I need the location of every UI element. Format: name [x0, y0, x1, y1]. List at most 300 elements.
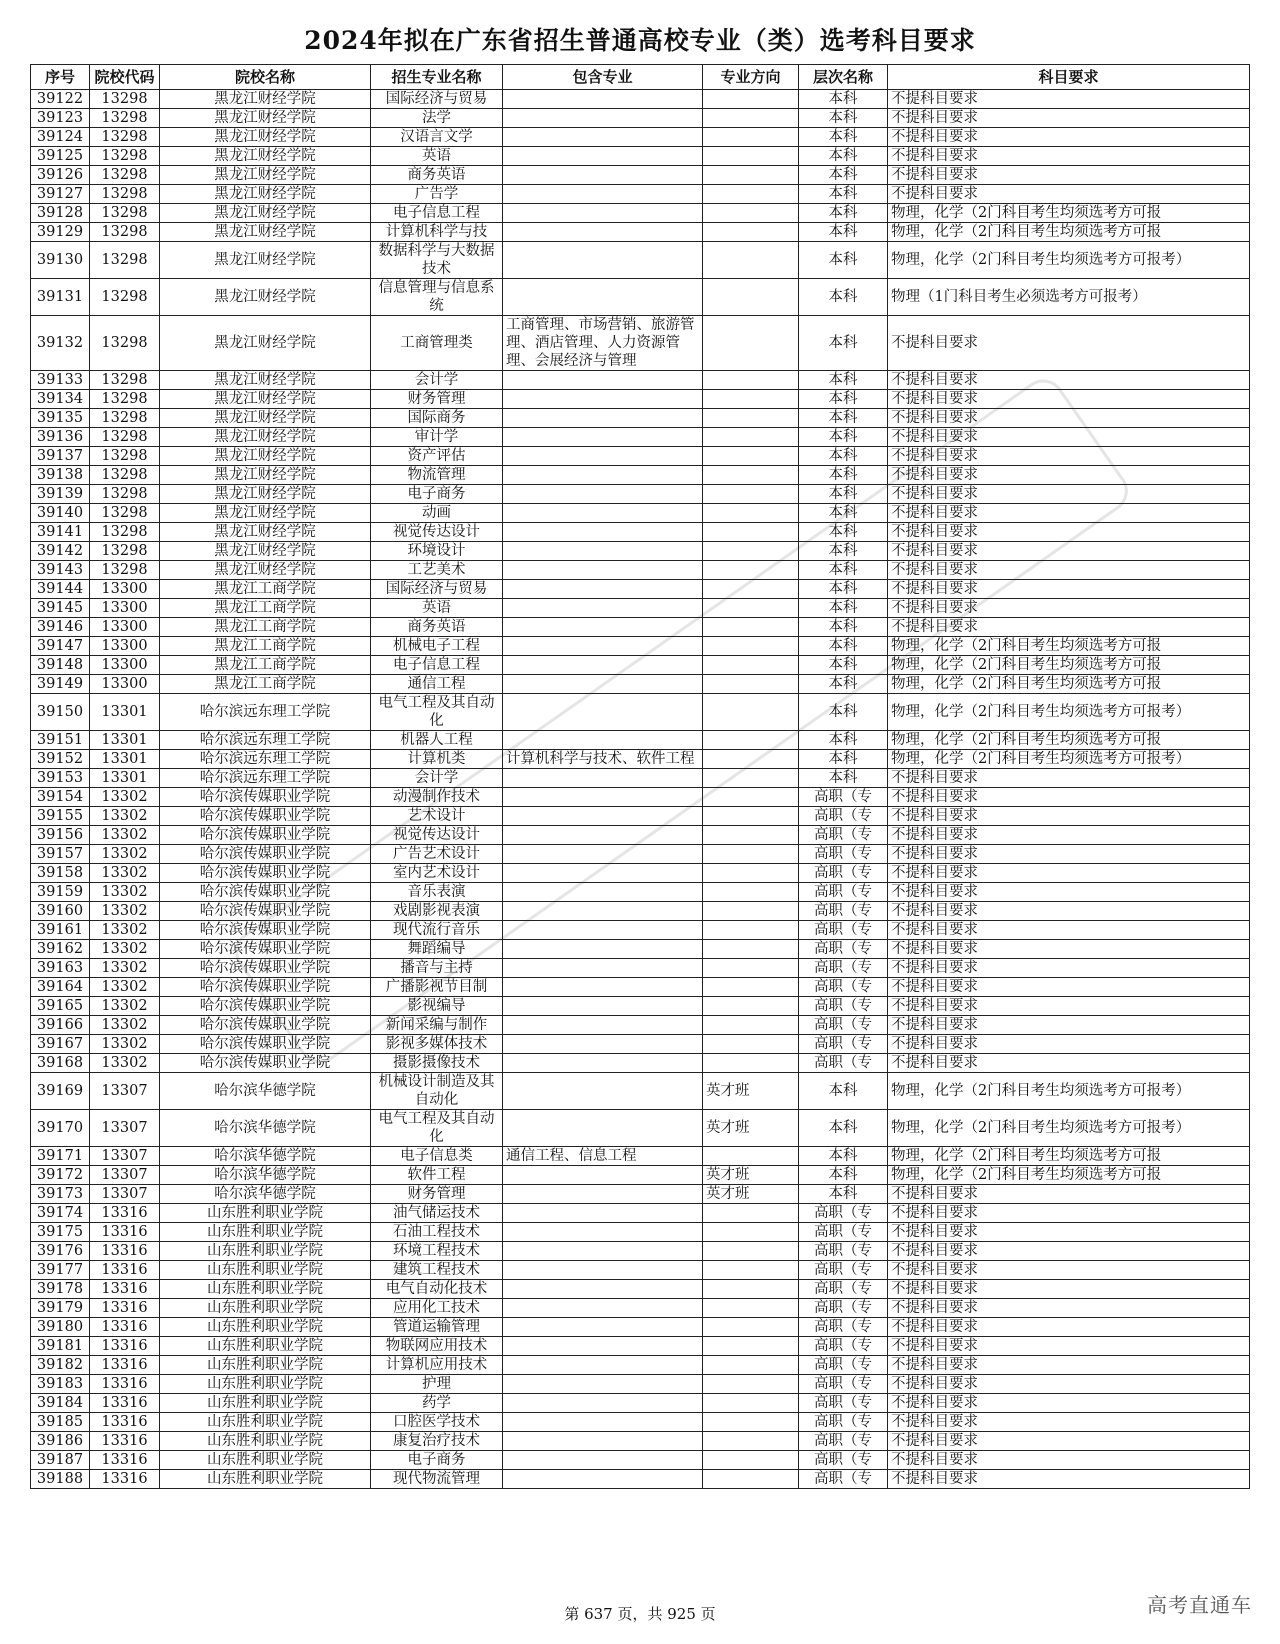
table-row [31, 1110, 1250, 1147]
cell-school-code: 13302 [90, 788, 160, 807]
cell-major-direction [703, 147, 799, 166]
cell-index: 39163 [31, 959, 90, 978]
cell-major-direction [703, 1223, 799, 1242]
cell-school-code: 13298 [90, 279, 160, 316]
table-row [31, 1356, 1250, 1375]
cell-index: 39155 [31, 807, 90, 826]
table-row [31, 428, 1250, 447]
cell-included-majors [503, 466, 703, 485]
cell-included-majors [503, 1280, 703, 1299]
cell-index: 39156 [31, 826, 90, 845]
cell-subject-requirement: 不提科目要求 [888, 580, 1250, 599]
cell-included-majors [503, 978, 703, 997]
cell-major-direction [703, 656, 799, 675]
cell-subject-requirement: 不提科目要求 [888, 128, 1250, 147]
cell-school-code: 13307 [90, 1073, 160, 1110]
cell-major-name: 管道运输管理 [371, 1318, 503, 1337]
table-row [31, 807, 1250, 826]
cell-level: 高职（专 [799, 788, 888, 807]
cell-major-name: 电子信息工程 [371, 204, 503, 223]
cell-subject-requirement: 物理，化学（2门科目考生均须选考方可报考） [888, 242, 1250, 279]
cell-included-majors [503, 599, 703, 618]
table-row [31, 1394, 1250, 1413]
cell-school-code: 13316 [90, 1432, 160, 1451]
cell-major-name: 计算机应用技术 [371, 1356, 503, 1375]
cell-school-code: 13300 [90, 637, 160, 656]
cell-school-name: 黑龙江财经学院 [160, 128, 371, 147]
table-row [31, 316, 1250, 371]
cell-level: 本科 [799, 185, 888, 204]
cell-major-name: 康复治疗技术 [371, 1432, 503, 1451]
cell-school-code: 13307 [90, 1166, 160, 1185]
cell-major-name: 影视多媒体技术 [371, 1035, 503, 1054]
cell-level: 高职（专 [799, 864, 888, 883]
cell-included-majors [503, 675, 703, 694]
cell-level: 高职（专 [799, 1432, 888, 1451]
cell-included-majors [503, 1413, 703, 1432]
cell-level: 本科 [799, 1166, 888, 1185]
cell-included-majors [503, 637, 703, 656]
cell-level: 高职（专 [799, 978, 888, 997]
cell-index: 39176 [31, 1242, 90, 1261]
header-index: 序号 [31, 65, 90, 90]
cell-index: 39185 [31, 1413, 90, 1432]
cell-level: 本科 [799, 561, 888, 580]
cell-subject-requirement: 不提科目要求 [888, 1394, 1250, 1413]
table-row [31, 750, 1250, 769]
cell-school-code: 13301 [90, 694, 160, 731]
cell-index: 39181 [31, 1337, 90, 1356]
cell-included-majors [503, 1110, 703, 1147]
table-row [31, 826, 1250, 845]
cell-index: 39187 [31, 1451, 90, 1470]
cell-major-direction [703, 675, 799, 694]
cell-index: 39137 [31, 447, 90, 466]
cell-included-majors [503, 940, 703, 959]
cell-level: 本科 [799, 656, 888, 675]
cell-school-code: 13302 [90, 883, 160, 902]
cell-index: 39184 [31, 1394, 90, 1413]
cell-major-name: 室内艺术设计 [371, 864, 503, 883]
cell-included-majors [503, 409, 703, 428]
cell-level: 高职（专 [799, 1375, 888, 1394]
cell-included-majors [503, 1166, 703, 1185]
cell-subject-requirement: 物理，化学（2门科目考生均须选考方可报 [888, 1147, 1250, 1166]
cell-level: 高职（专 [799, 845, 888, 864]
header-subject-requirement: 科目要求 [888, 65, 1250, 90]
cell-index: 39143 [31, 561, 90, 580]
cell-index: 39178 [31, 1280, 90, 1299]
cell-school-name: 哈尔滨华德学院 [160, 1147, 371, 1166]
cell-school-code: 13302 [90, 826, 160, 845]
cell-major-direction: 英才班 [703, 1110, 799, 1147]
table-row [31, 997, 1250, 1016]
cell-index: 39138 [31, 466, 90, 485]
cell-included-majors [503, 580, 703, 599]
cell-major-direction [703, 750, 799, 769]
cell-school-code: 13298 [90, 428, 160, 447]
cell-major-name: 物联网应用技术 [371, 1337, 503, 1356]
cell-major-direction [703, 371, 799, 390]
cell-major-direction [703, 845, 799, 864]
cell-school-name: 山东胜利职业学院 [160, 1299, 371, 1318]
table-row [31, 409, 1250, 428]
cell-school-name: 哈尔滨远东理工学院 [160, 769, 371, 788]
table-row [31, 1280, 1250, 1299]
cell-major-direction [703, 618, 799, 637]
table-row [31, 371, 1250, 390]
cell-subject-requirement: 不提科目要求 [888, 371, 1250, 390]
cell-included-majors [503, 864, 703, 883]
cell-index: 39169 [31, 1073, 90, 1110]
cell-index: 39136 [31, 428, 90, 447]
cell-school-name: 黑龙江财经学院 [160, 523, 371, 542]
cell-major-name: 机械设计制造及其自动化 [371, 1073, 503, 1110]
cell-subject-requirement: 不提科目要求 [888, 1432, 1250, 1451]
cell-subject-requirement: 不提科目要求 [888, 978, 1250, 997]
cell-subject-requirement: 不提科目要求 [888, 447, 1250, 466]
cell-index: 39157 [31, 845, 90, 864]
table-row [31, 1451, 1250, 1470]
cell-included-majors [503, 371, 703, 390]
cell-school-name: 黑龙江财经学院 [160, 316, 371, 371]
cell-subject-requirement: 物理，化学（2门科目考生均须选考方可报考） [888, 694, 1250, 731]
cell-school-name: 黑龙江工商学院 [160, 618, 371, 637]
cell-subject-requirement: 不提科目要求 [888, 466, 1250, 485]
cell-major-direction [703, 1054, 799, 1073]
table-row [31, 279, 1250, 316]
table-row [31, 599, 1250, 618]
cell-subject-requirement: 不提科目要求 [888, 845, 1250, 864]
cell-major-direction [703, 109, 799, 128]
cell-school-name: 黑龙江财经学院 [160, 90, 371, 109]
table-row [31, 978, 1250, 997]
cell-major-name: 现代流行音乐 [371, 921, 503, 940]
table-row [31, 204, 1250, 223]
cell-index: 39145 [31, 599, 90, 618]
cell-school-name: 黑龙江财经学院 [160, 223, 371, 242]
table-row [31, 1299, 1250, 1318]
table-row [31, 788, 1250, 807]
table-row [31, 447, 1250, 466]
table-row [31, 90, 1250, 109]
cell-included-majors [503, 542, 703, 561]
cell-included-majors [503, 1299, 703, 1318]
cell-school-name: 哈尔滨传媒职业学院 [160, 997, 371, 1016]
cell-school-name: 哈尔滨华德学院 [160, 1110, 371, 1147]
cell-index: 39182 [31, 1356, 90, 1375]
cell-included-majors [503, 428, 703, 447]
cell-school-name: 黑龙江财经学院 [160, 390, 371, 409]
cell-major-direction [703, 1337, 799, 1356]
cell-school-name: 黑龙江财经学院 [160, 447, 371, 466]
cell-major-direction [703, 409, 799, 428]
cell-major-name: 视觉传达设计 [371, 826, 503, 845]
cell-included-majors [503, 769, 703, 788]
cell-major-name: 国际经济与贸易 [371, 90, 503, 109]
cell-index: 39125 [31, 147, 90, 166]
table-row [31, 542, 1250, 561]
cell-level: 本科 [799, 1073, 888, 1110]
cell-school-code: 13300 [90, 580, 160, 599]
cell-school-code: 13301 [90, 769, 160, 788]
table-row [31, 523, 1250, 542]
cell-school-code: 13316 [90, 1261, 160, 1280]
table-row [31, 864, 1250, 883]
cell-major-name: 数据科学与大数据技术 [371, 242, 503, 279]
cell-index: 39153 [31, 769, 90, 788]
cell-school-name: 山东胜利职业学院 [160, 1280, 371, 1299]
cell-index: 39170 [31, 1110, 90, 1147]
cell-level: 本科 [799, 90, 888, 109]
cell-subject-requirement: 不提科目要求 [888, 788, 1250, 807]
table-row [31, 128, 1250, 147]
cell-included-majors [503, 128, 703, 147]
cell-major-direction [703, 1356, 799, 1375]
cell-school-name: 哈尔滨传媒职业学院 [160, 940, 371, 959]
table-row [31, 1073, 1250, 1110]
cell-major-direction: 英才班 [703, 1166, 799, 1185]
cell-school-name: 黑龙江财经学院 [160, 242, 371, 279]
cell-school-name: 黑龙江财经学院 [160, 466, 371, 485]
cell-included-majors [503, 1337, 703, 1356]
cell-major-direction [703, 1375, 799, 1394]
cell-school-name: 哈尔滨传媒职业学院 [160, 978, 371, 997]
cell-subject-requirement: 物理，化学（2门科目考生均须选考方可报 [888, 731, 1250, 750]
cell-school-name: 黑龙江财经学院 [160, 185, 371, 204]
cell-subject-requirement: 不提科目要求 [888, 1242, 1250, 1261]
table-row [31, 485, 1250, 504]
cell-level: 本科 [799, 1185, 888, 1204]
header-school-name: 院校名称 [160, 65, 371, 90]
cell-subject-requirement: 不提科目要求 [888, 618, 1250, 637]
cell-included-majors [503, 523, 703, 542]
cell-major-name: 电气自动化技术 [371, 1280, 503, 1299]
cell-subject-requirement: 不提科目要求 [888, 1413, 1250, 1432]
cell-school-name: 山东胜利职业学院 [160, 1394, 371, 1413]
cell-school-name: 黑龙江财经学院 [160, 371, 371, 390]
cell-level: 高职（专 [799, 1356, 888, 1375]
cell-subject-requirement: 不提科目要求 [888, 316, 1250, 371]
cell-major-direction [703, 1147, 799, 1166]
cell-included-majors [503, 826, 703, 845]
table-row [31, 1016, 1250, 1035]
cell-school-name: 哈尔滨传媒职业学院 [160, 921, 371, 940]
cell-school-code: 13307 [90, 1110, 160, 1147]
cell-included-majors: 计算机科学与技术、软件工程 [503, 750, 703, 769]
cell-index: 39131 [31, 279, 90, 316]
cell-level: 本科 [799, 242, 888, 279]
cell-major-direction [703, 447, 799, 466]
cell-included-majors [503, 656, 703, 675]
cell-subject-requirement: 不提科目要求 [888, 1223, 1250, 1242]
cell-major-direction [703, 1016, 799, 1035]
cell-school-code: 13302 [90, 959, 160, 978]
table-row [31, 147, 1250, 166]
cell-major-name: 计算机科学与技 [371, 223, 503, 242]
table-row [31, 902, 1250, 921]
cell-school-name: 哈尔滨传媒职业学院 [160, 788, 371, 807]
cell-school-name: 哈尔滨传媒职业学院 [160, 902, 371, 921]
cell-index: 39134 [31, 390, 90, 409]
cell-major-direction [703, 166, 799, 185]
cell-level: 本科 [799, 316, 888, 371]
cell-major-direction [703, 466, 799, 485]
cell-school-code: 13302 [90, 978, 160, 997]
cell-major-name: 音乐表演 [371, 883, 503, 902]
cell-included-majors [503, 1035, 703, 1054]
cell-included-majors [503, 166, 703, 185]
cell-major-direction: 英才班 [703, 1073, 799, 1110]
cell-major-name: 现代物流管理 [371, 1470, 503, 1489]
cell-level: 本科 [799, 128, 888, 147]
cell-subject-requirement: 不提科目要求 [888, 428, 1250, 447]
cell-included-majors [503, 223, 703, 242]
cell-level: 高职（专 [799, 940, 888, 959]
cell-major-name: 动漫制作技术 [371, 788, 503, 807]
cell-school-name: 山东胜利职业学院 [160, 1261, 371, 1280]
cell-index: 39147 [31, 637, 90, 656]
cell-included-majors [503, 1261, 703, 1280]
cell-school-code: 13298 [90, 466, 160, 485]
cell-index: 39151 [31, 731, 90, 750]
cell-school-name: 黑龙江工商学院 [160, 675, 371, 694]
cell-school-name: 山东胜利职业学院 [160, 1432, 371, 1451]
cell-level: 本科 [799, 409, 888, 428]
cell-major-name: 广告艺术设计 [371, 845, 503, 864]
cell-school-name: 黑龙江财经学院 [160, 428, 371, 447]
cell-level: 高职（专 [799, 902, 888, 921]
table-row [31, 1242, 1250, 1261]
cell-included-majors [503, 1470, 703, 1489]
cell-school-code: 13298 [90, 242, 160, 279]
cell-index: 39149 [31, 675, 90, 694]
table-row [31, 656, 1250, 675]
cell-index: 39150 [31, 694, 90, 731]
cell-level: 高职（专 [799, 1204, 888, 1223]
table-row [31, 1035, 1250, 1054]
cell-level: 高职（专 [799, 1413, 888, 1432]
table-row [31, 1054, 1250, 1073]
cell-level: 本科 [799, 279, 888, 316]
cell-major-direction [703, 1470, 799, 1489]
cell-subject-requirement: 不提科目要求 [888, 1054, 1250, 1073]
cell-level: 本科 [799, 447, 888, 466]
cell-major-direction [703, 279, 799, 316]
cell-included-majors [503, 959, 703, 978]
cell-subject-requirement: 不提科目要求 [888, 1375, 1250, 1394]
cell-school-code: 13298 [90, 128, 160, 147]
cell-major-name: 汉语言文学 [371, 128, 503, 147]
cell-major-name: 电气工程及其自动化 [371, 1110, 503, 1147]
cell-major-name: 计算机类 [371, 750, 503, 769]
cell-major-name: 播音与主持 [371, 959, 503, 978]
cell-index: 39188 [31, 1470, 90, 1489]
cell-major-name: 环境设计 [371, 542, 503, 561]
cell-school-code: 13302 [90, 1016, 160, 1035]
cell-major-name: 财务管理 [371, 390, 503, 409]
cell-level: 本科 [799, 428, 888, 447]
cell-subject-requirement: 不提科目要求 [888, 1280, 1250, 1299]
cell-level: 高职（专 [799, 921, 888, 940]
cell-index: 39180 [31, 1318, 90, 1337]
cell-level: 高职（专 [799, 1451, 888, 1470]
cell-included-majors [503, 204, 703, 223]
table-row [31, 1261, 1250, 1280]
cell-included-majors: 工商管理、市场营销、旅游管理、酒店管理、人力资源管理、会展经济与管理 [503, 316, 703, 371]
table-row [31, 731, 1250, 750]
cell-index: 39167 [31, 1035, 90, 1054]
table-row [31, 637, 1250, 656]
brand-mark: 高考直通车 [1147, 1593, 1252, 1617]
cell-major-name: 电子商务 [371, 1451, 503, 1470]
cell-school-code: 13301 [90, 750, 160, 769]
cell-school-code: 13302 [90, 845, 160, 864]
cell-subject-requirement: 不提科目要求 [888, 1337, 1250, 1356]
cell-school-code: 13316 [90, 1356, 160, 1375]
cell-major-name: 机器人工程 [371, 731, 503, 750]
cell-index: 39154 [31, 788, 90, 807]
cell-school-code: 13302 [90, 940, 160, 959]
cell-major-direction [703, 959, 799, 978]
cell-subject-requirement: 不提科目要求 [888, 409, 1250, 428]
cell-index: 39146 [31, 618, 90, 637]
cell-school-code: 13316 [90, 1413, 160, 1432]
cell-subject-requirement: 不提科目要求 [888, 769, 1250, 788]
cell-school-name: 哈尔滨华德学院 [160, 1185, 371, 1204]
cell-school-code: 13302 [90, 807, 160, 826]
cell-school-name: 黑龙江财经学院 [160, 542, 371, 561]
cell-major-name: 物流管理 [371, 466, 503, 485]
cell-major-name: 新闻采编与制作 [371, 1016, 503, 1035]
requirements-table [30, 64, 1250, 1489]
cell-index: 39174 [31, 1204, 90, 1223]
cell-index: 39141 [31, 523, 90, 542]
cell-level: 高职（专 [799, 807, 888, 826]
cell-school-code: 13298 [90, 109, 160, 128]
cell-school-code: 13298 [90, 90, 160, 109]
cell-school-code: 13316 [90, 1337, 160, 1356]
cell-included-majors [503, 921, 703, 940]
cell-level: 本科 [799, 166, 888, 185]
cell-major-name: 英语 [371, 599, 503, 618]
cell-major-direction [703, 1280, 799, 1299]
table-row [31, 1432, 1250, 1451]
cell-major-name: 工艺美术 [371, 561, 503, 580]
cell-level: 本科 [799, 580, 888, 599]
cell-index: 39133 [31, 371, 90, 390]
cell-level: 本科 [799, 371, 888, 390]
cell-school-code: 13298 [90, 409, 160, 428]
cell-level: 本科 [799, 109, 888, 128]
cell-index: 39122 [31, 90, 90, 109]
cell-school-code: 13302 [90, 997, 160, 1016]
cell-major-name: 商务英语 [371, 618, 503, 637]
cell-school-code: 13298 [90, 485, 160, 504]
cell-level: 本科 [799, 523, 888, 542]
cell-major-name: 软件工程 [371, 1166, 503, 1185]
cell-school-name: 山东胜利职业学院 [160, 1375, 371, 1394]
cell-level: 高职（专 [799, 1394, 888, 1413]
cell-subject-requirement: 不提科目要求 [888, 1356, 1250, 1375]
table-row [31, 580, 1250, 599]
cell-included-majors [503, 147, 703, 166]
cell-level: 本科 [799, 1147, 888, 1166]
cell-level: 本科 [799, 223, 888, 242]
cell-subject-requirement: 物理，化学（2门科目考生均须选考方可报 [888, 204, 1250, 223]
page-footer: 第 637 页，共 925 页 [564, 1605, 716, 1623]
header-school-code: 院校代码 [90, 65, 160, 90]
